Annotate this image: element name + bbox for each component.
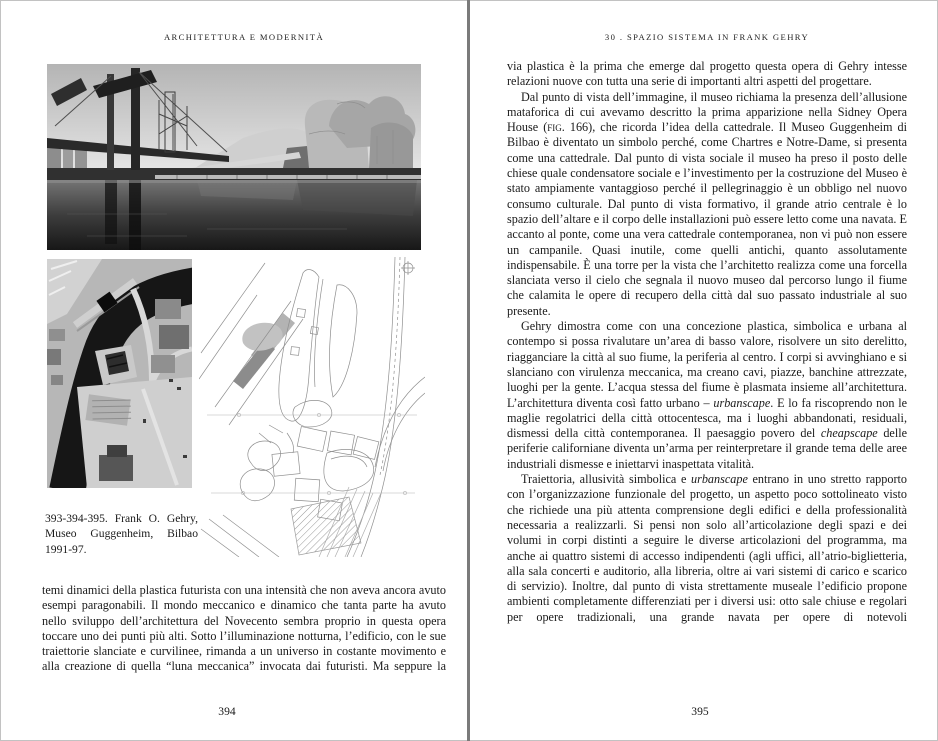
paragraph-2: Dal punto di vista dell’immagine, il museo richiama la presenza dell’allusione mataforica di cui avevamo descritto la prima apparizione nella Sidney Opera House (fig. 166), che ricorda l’idea della cattedrale. Il Museo Guggenheim di Bilbao è diventato un simbolo perché, come Chartres e Notre-Dame, si presenta come una cattedrale. Dal punto di vista sociale il museo ha preso il posto delle chiese quale condensatore sociale e l’investimento per la costruzione del Museo è stato ampiamente vantaggioso perché il pellegrinaggio è un obbligo nel nuovo consumo culturale. Dal punto di vista formativo, il grande atrio centrale è lo spazio dell’altare e il corpo delle installazioni può essere letto come una navata. E accanto al ponte, come una vera cattedrale contemporanea, non vi può non essere un campanile. Quasi inutile, come quelli antichi, quanto assolutamente indispensabile. È una torre per la vista che l’architetto realizza come una forcella slanciata verso il cielo che segnala il nuovo museo dal percorso lungo il fiume che calamita le opere di recupero della città dal suo passato industriale al suo presente. [507, 89, 907, 318]
guggenheim-photo-illustration [47, 64, 421, 250]
left-page-number: 394 [218, 705, 236, 718]
right-running-head: 30 . SPAZIO SISTEMA IN FRANK GEHRY [604, 32, 810, 42]
figure-caption: 393-394-395. Frank O. Gehry, Museo Guggenheim, Bilbao 1991-97. [45, 512, 198, 556]
right-page [470, 0, 938, 741]
right-page-number: 395 [691, 705, 709, 718]
aerial-photo-illustration [47, 259, 192, 488]
paragraph-1: via plastica è la prima che emerge dal progetto questa opera di Gehry intesse relazioni nuove con tutta una serie di importanti altri aspetti del progettare. [507, 59, 907, 89]
figure-aerial-photo [47, 259, 192, 488]
figure-photo-guggenheim [47, 64, 421, 250]
left-page [0, 0, 467, 741]
right-text-column [507, 59, 907, 709]
left-running-head: ARCHITETTURA E MODERNITÀ [163, 32, 325, 42]
paragraph-4: Traiettoria, allusività simbolica e urbanscape entrano in uno stretto rapporto con l’organizzazione funzionale del progetto, un aspetto poco sottolineato visto che richiede una più attenta comprensione degli edifici e della professionalità necessaria a realizzarli. Si pensi non solo all’articolazione degli spazi e dei volumi in corpi distinti a seguire le diverse articolazioni del programma, ma anche ai quattro sistemi di accesso indipendenti (agli uffici, all’atrio-biglietteria, alla sala concerti e auditorio, alla libreria, oltre ai vari sistemi di carico e scarico di servizio). Inoltre, dal punto di vista strettamente museale l’edificio propone ambienti completamente differenziati per i diversi usi: otto sale chiuse e regolari per opere tradizionali, una grande navata per opere di notevoli [507, 472, 907, 624]
left-body-text: temi dinamici della plastica futurista con una intensità che non aveva ancora avuto esempi paragonabili. Il mondo meccanico e dinamico che tanta parte ha avuto nello sviluppo dell’architettura del Novecento sembra proprio in questa opera toccare uno dei punti più alti. Sotto l’illuminazione notturna, l’edificio, con le sue traiettorie slanciate e curvilinee, rimanda a un universo in costante movimento e alla creazione di quella “luna meccanica” invocata dai futuristi. Ma seppure la [42, 583, 446, 674]
figure-site-plan [199, 257, 425, 557]
site-plan-drawing [199, 257, 425, 557]
paragraph-3: Gehry dimostra come con una concezione plastica, simbolica e urbana al contempo si possa rivalutare un’area di basso valore, risolvere un sito derelitto, riagganciare la città al suo fiume, la periferia al centro. I corpi si avvinghiano e si slanciano con virulenza meccanica, ma creano cavi, piazze, banchine attrezzate, luoghi per la gente. L’acqua stessa del fiume è plasmata insieme all’architettura. L’architettura diventa così fatto urbano – urbanscape. E lo fa riscoprendo non le maglie regolatrici della città ottocentesca, ma i luoghi abbandonati, residuali, dismessi della città contemporanea. Il paesaggio povero del cheapscape delle periferie californiane diventa un’arma per reinterpretare il grande tema delle aree industriali dismesse e iniettarvi inaspettata vitalità. [507, 319, 907, 471]
